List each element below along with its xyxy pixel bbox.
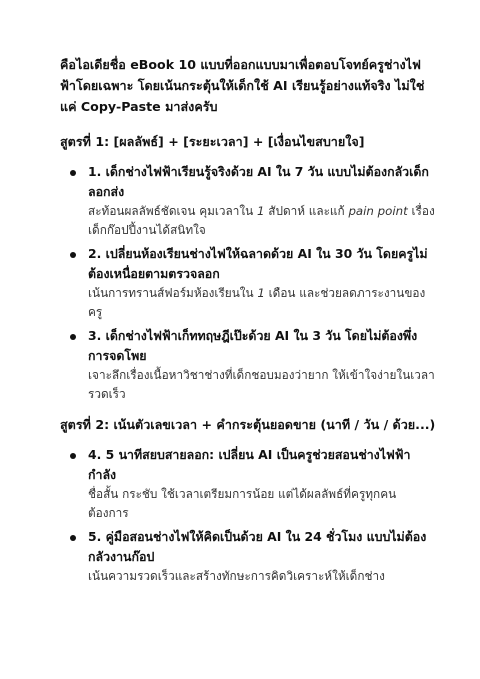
item-description: เน้นการทรานส์ฟอร์มห้องเรียนใน 1 เดือน และช่วยลดภาระงานของครู	[88, 286, 426, 319]
list-item	[60, 326, 436, 404]
bullet-icon	[70, 453, 76, 459]
list-item	[60, 244, 436, 322]
item-description: เจาะลึกเรื่องเนื้อหาวิชาช่างที่เด็กชอบมองว่ายาก ให้เข้าใจง่ายในเวลารวดเร็ว	[88, 368, 435, 401]
bullet-icon	[70, 252, 76, 258]
formula-2-heading: สูตรที่ 2: เน้นตัวเลขเวลา + คำกระตุ้นยอดขาย (นาที / วัน / ด้วย...)	[60, 417, 436, 432]
intro-paragraph: คือไอเดียชื่อ eBook 10 แบบที่ออกแบบมาเพื่อตอบโจทย์ครูช่างไฟฟ้าโดยเฉพาะ โดยเน้นกระตุ้นให้เด็กใช้ AI เรียนรู้อย่างแท้จริง ไม่ใช่แค่ Copy-Paste มาส่งครับ	[60, 57, 425, 114]
item-description: เน้นความรวดเร็วและสร้างทักษะการคิดวิเคราะห์ให้เด็กช่าง	[88, 569, 385, 583]
formula-1-list	[60, 162, 436, 404]
item-title: 2. เปลี่ยนห้องเรียนช่างไฟให้ฉลาดด้วย AI ใน 30 วัน โดยครูไม่ต้องเหนื่อยตามตรวจลอก	[88, 246, 428, 281]
list-item	[60, 527, 436, 586]
formula-2-list	[60, 445, 436, 586]
bullet-icon	[70, 334, 76, 340]
list-item	[60, 445, 436, 523]
item-title: 4. 5 นาทีสยบสายลอก: เปลี่ยน AI เป็นครูช่วยสอนช่างไฟฟ้ากำลัง	[88, 447, 411, 482]
item-title: 5. คู่มือสอนช่างไฟให้คิดเป็นด้วย AI ใน 24 ชั่วโมง แบบไม่ต้องกลัวงานก๊อป	[88, 529, 427, 564]
bullet-icon	[70, 535, 76, 541]
item-description: สะท้อนผลลัพธ์ชัดเจน คุมเวลาใน 1 สัปดาห์ และแก้ pain point เรื่องเด็กก๊อปปี้งานได้สนิทใจ	[88, 204, 435, 237]
bullet-icon	[70, 170, 76, 176]
item-title: 1. เด็กช่างไฟฟ้าเรียนรู้จริงด้วย AI ใน 7 วัน แบบไม่ต้องกลัวเด็กลอกส่ง	[88, 164, 429, 199]
formula-1-heading: สูตรที่ 1: [ผลลัพธ์] + [ระยะเวลา] + [เงื่อนไขสบายใจ]	[60, 134, 365, 149]
item-title: 3. เด็กช่างไฟฟ้าเก็ททฤษฎีเป๊ะด้วย AI ใน 3 วัน โดยไม่ต้องพึ่งการจดโพย	[88, 328, 418, 363]
item-description: ชื่อสั้น กระชับ ใช้เวลาเตรียมการน้อย แต่ได้ผลลัพธ์ที่ครูทุกคนต้องการ	[88, 487, 397, 520]
list-item	[60, 162, 436, 240]
